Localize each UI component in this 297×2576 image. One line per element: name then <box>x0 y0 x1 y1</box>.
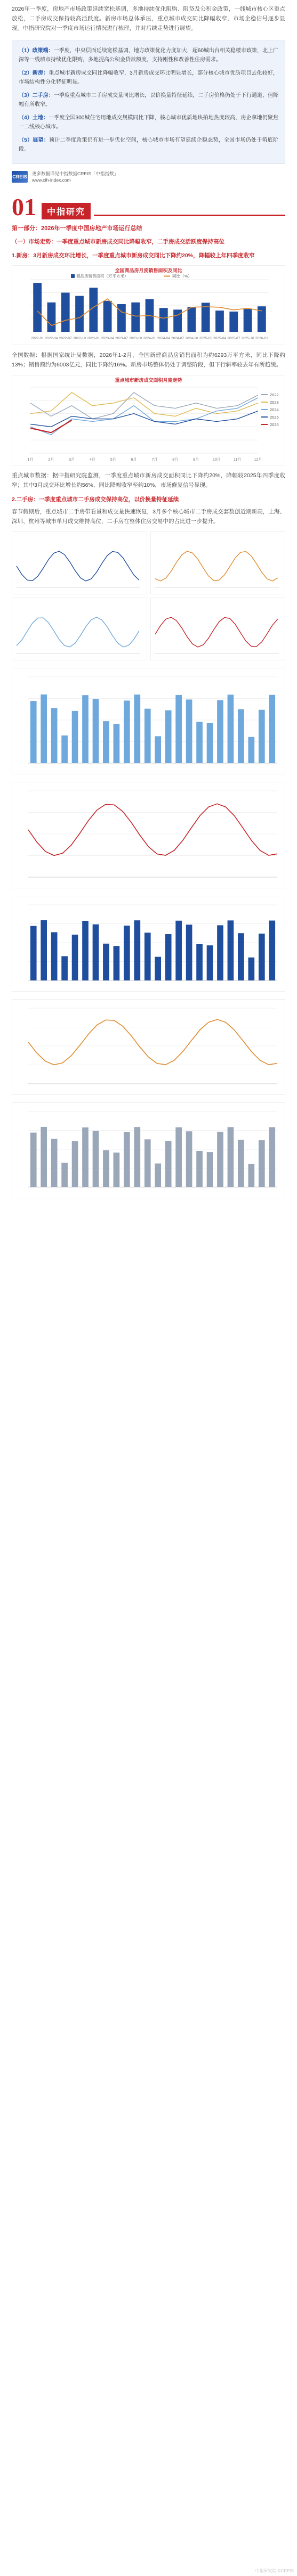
bar <box>47 302 56 332</box>
x-tick-label: 8月 <box>172 458 179 462</box>
bar <box>117 304 126 332</box>
decorative-chart-2 <box>12 782 285 888</box>
bar <box>131 302 140 332</box>
highlight-text: 一季度，中央层面延续宽松基调，地方政策优化力度加大，超60城出台相关稳楼市政策，北上广深等一线城市持续优化限购，多地提高公积金贷款额度，支持刚性和改善性住房需求。 <box>19 48 278 63</box>
bar <box>207 723 213 763</box>
decorative-chart-4 <box>12 999 285 1095</box>
legend-label: 2022 <box>270 392 279 397</box>
x-tick-label: 2023-01 <box>87 337 100 340</box>
bar <box>30 701 37 763</box>
bar <box>228 694 234 763</box>
bar <box>72 1141 78 1187</box>
bar <box>82 695 89 763</box>
bar <box>186 699 192 763</box>
intro-paragraph: 2026年一季度，房地产市场政策延续宽松基调，多地持续优化限购、限贷及公积金政策，一线城市核心区重点放松，二手房成交保持较高活跃度。新房市场总体承压，重点城市成交同比降幅收窄，市场企稳信号逐步显现。中指研究院对一季度市场运行情况进行梳理，并对后续走势进行展望。 <box>12 6 285 31</box>
bar <box>155 1164 161 1187</box>
bar <box>186 925 192 980</box>
bar <box>124 1132 130 1187</box>
x-tick-label: 9月 <box>193 458 199 462</box>
signature-line: 更多数据详见中指数据CREIS「中指指数」 <box>32 171 118 176</box>
x-tick-label: 2022-04 <box>45 337 58 340</box>
bar <box>114 1152 120 1187</box>
highlight-title: （1）政策端： <box>19 48 54 54</box>
highlight-text: 一季度重点城市二手房成交量同比增长，以价换量特征延续，二手房价格仍处于下行通道，但降幅有所收窄。 <box>19 93 279 108</box>
x-tick-label: 2022-07 <box>59 337 72 340</box>
section-header <box>12 195 285 219</box>
bar <box>165 934 172 980</box>
legend-label: 商品房销售面积（万平方米） <box>76 274 129 279</box>
legend-label: 2024 <box>270 407 279 412</box>
section-number: 01 <box>12 193 36 220</box>
bar <box>269 921 275 980</box>
bar <box>82 921 89 980</box>
x-tick-label: 5月 <box>110 458 116 462</box>
highlight-title: （5）展望： <box>19 137 50 143</box>
bar <box>175 695 182 763</box>
highlight-item <box>19 91 278 109</box>
highlight-item <box>19 69 278 87</box>
x-tick-label: 2022-01 <box>31 337 44 340</box>
signature <box>12 170 285 183</box>
bar <box>217 1132 223 1187</box>
bar <box>145 933 151 980</box>
x-tick-label: 3月 <box>69 458 75 462</box>
x-tick-label: 2024-04 <box>157 337 170 340</box>
bar <box>72 711 78 763</box>
city-mini-chart <box>150 598 286 660</box>
bar <box>228 1127 234 1187</box>
highlight-item <box>19 136 278 154</box>
x-tick-label: 2023-04 <box>101 337 114 340</box>
bar <box>159 308 168 332</box>
bar <box>215 310 224 332</box>
bar <box>173 309 182 332</box>
highlight-item <box>19 113 278 132</box>
bar <box>155 736 161 763</box>
series-line <box>30 398 258 435</box>
bar <box>72 935 78 980</box>
x-tick-label: 2025-01 <box>199 337 212 340</box>
highlight-title: （3）二手房： <box>19 93 54 99</box>
bar <box>103 944 109 980</box>
bar <box>196 1151 203 1187</box>
series-line <box>28 804 277 855</box>
highlight-text: 重点城市新房成交同比降幅收窄，3月新房成交环比明显增长，部分核心城市优质项目去化较好，市场结构性分化特征明显。 <box>19 70 278 85</box>
watermark: 中指研究院 ©CREIS <box>255 2569 294 2573</box>
bar <box>238 933 244 980</box>
bar <box>82 1127 89 1187</box>
bar <box>165 710 172 763</box>
x-tick-label: 2025-07 <box>227 337 240 340</box>
bar <box>93 699 99 763</box>
part-title: 第一部分：2026年一季度中国房地产市场运行总结 <box>12 225 142 232</box>
bar <box>187 307 196 332</box>
x-tick-label: 2022-10 <box>73 337 86 340</box>
bar <box>134 694 140 763</box>
x-tick-label: 1月 <box>27 458 34 462</box>
decorative-chart-3 <box>12 896 285 992</box>
x-tick-label: 2023-07 <box>115 337 128 340</box>
bar <box>41 1127 47 1187</box>
bar <box>61 735 68 763</box>
bar <box>103 1150 109 1187</box>
legend-label: 2023 <box>270 400 279 405</box>
bar <box>134 1127 140 1187</box>
x-tick-label: 11月 <box>234 458 242 462</box>
series-line <box>17 551 139 581</box>
bar <box>207 1152 213 1187</box>
bar <box>124 701 130 763</box>
bar <box>33 283 42 332</box>
bar <box>145 1139 151 1187</box>
highlight-title: （4）土地： <box>19 115 49 121</box>
national-data-paragraph: 全国数据：根据国家统计局数据，2026年1-2月，全国新建商品房销售面积为约6293万平方米，同比下降约13%；销售额约为6003亿元，同比下降约16%。新房市场整体仍处于调整阶段，但下行斜率较去年有所趋缓。 <box>12 352 285 368</box>
bar <box>41 694 47 763</box>
bar <box>196 722 203 763</box>
bar <box>259 1140 265 1187</box>
x-tick-label: 6月 <box>131 458 137 462</box>
bar <box>229 312 238 332</box>
bar <box>217 700 223 763</box>
bar <box>244 309 252 332</box>
bar <box>259 710 265 763</box>
bar <box>217 925 223 980</box>
signature-text <box>32 170 118 183</box>
bar <box>114 946 120 980</box>
bar <box>124 926 130 980</box>
key-city-chart <box>12 375 285 465</box>
bar <box>248 737 255 763</box>
x-tick-label: 2024-07 <box>171 337 184 340</box>
bar <box>175 921 182 980</box>
bar <box>103 301 112 332</box>
decorative-chart-5 <box>12 1102 285 1198</box>
item-title: 2.二手房：一季度重点城市二手房成交保持高位，以价换量特征延续 <box>12 496 179 503</box>
x-tick-label: 2月 <box>48 458 54 462</box>
x-tick-label: 7月 <box>151 458 158 462</box>
series-line <box>30 392 258 416</box>
bar <box>269 1127 275 1187</box>
x-tick-label: 4月 <box>90 458 95 462</box>
bar <box>93 1131 99 1187</box>
item-title: 1.新房：3月新房成交环比增长，一季度重点城市新房成交同比下降约20%，降幅较上年四季度收窄 <box>12 252 255 259</box>
x-tick-label: 2023-10 <box>129 337 142 340</box>
second-hand-paragraph: 春节假期后，重点城市二手房带看量和成交量快速恢复，3月多个核心城市二手房成交套数创近期新高，上海、深圳、杭州等城市单月成交维持高位，二手房在整体住房交易中的占比进一步提升。 <box>12 509 285 525</box>
bar <box>134 920 140 980</box>
brand-badge: 中指研究 <box>42 203 91 219</box>
x-tick-label: 2025-10 <box>241 337 254 340</box>
bar <box>30 1133 37 1187</box>
bar <box>248 1164 255 1187</box>
bar <box>228 920 234 980</box>
legend-label: 同比（%） <box>172 274 192 279</box>
x-tick-label: 2024-10 <box>185 337 198 340</box>
bar <box>196 944 203 980</box>
bar <box>145 709 151 763</box>
bar <box>175 1127 182 1187</box>
bar <box>269 695 275 763</box>
subsection-title: （一）市场走势：一季度重点城市新房成交同比降幅收窄，二手房成交活跃度保持高位 <box>12 239 224 245</box>
bar <box>61 956 68 980</box>
highlight-item <box>19 46 278 64</box>
national-sales-chart <box>12 265 285 345</box>
highlight-text: 预计二季度政策仍有进一步优化空间，核心城市市场有望延续企稳态势，全国市场仍处于筑底阶段。 <box>19 137 279 152</box>
bar <box>165 1141 172 1187</box>
city-chart-grid <box>12 531 285 660</box>
key-city-paragraph: 重点城市数据：据中指研究院监测，一季度重点城市新房成交面积同比下降约20%，降幅较2025年四季度收窄；其中3月成交环比增长约56%，同比降幅收窄至约10%，市场修复信号显现。 <box>12 472 285 488</box>
bar <box>51 932 58 980</box>
creis-logo: CREIS <box>12 171 28 183</box>
legend-swatch <box>71 274 75 278</box>
bar <box>238 1140 244 1187</box>
chart-title: 全国商品房月度销售面积及同比 <box>115 268 182 273</box>
bar <box>51 708 58 763</box>
bar <box>51 1139 58 1187</box>
x-tick-label: 2025-04 <box>213 337 226 340</box>
bar <box>259 934 265 980</box>
x-tick-label: 2024-01 <box>143 337 156 340</box>
bar <box>61 1163 68 1187</box>
series-line <box>28 1019 277 1065</box>
city-mini-chart <box>12 531 147 594</box>
city-mini-chart <box>12 598 147 660</box>
bar <box>61 293 70 332</box>
highlight-box <box>12 40 285 164</box>
bar <box>41 920 47 980</box>
legend-label: 2026 <box>270 422 279 427</box>
x-tick-label: 10月 <box>212 458 221 462</box>
bar <box>114 724 120 763</box>
legend-label: 2025 <box>270 415 279 420</box>
bar <box>186 1131 192 1187</box>
signature-link[interactable]: www.cih-index.com <box>32 177 71 183</box>
bar <box>93 925 99 980</box>
series-line <box>155 617 278 647</box>
series-line <box>155 551 278 581</box>
x-tick-label: 2026-01 <box>255 337 268 340</box>
highlight-text: 一季度全国300城住宅用地成交规模同比下降，核心城市优质地块拍地热度较高，房企拿地仍聚焦一二线核心城市。 <box>19 115 278 130</box>
city-mini-chart <box>150 531 286 594</box>
series-line <box>17 617 139 647</box>
decorative-chart-1 <box>12 668 285 774</box>
chart-title: 重点城市新房成交面积月度走势 <box>115 378 182 383</box>
bar <box>155 957 161 980</box>
bar <box>207 945 213 980</box>
highlight-title: （2）新房： <box>19 70 49 76</box>
x-tick-label: 12月 <box>254 458 262 462</box>
bar <box>75 296 84 332</box>
bar <box>30 926 37 980</box>
section-divider <box>94 215 285 216</box>
bar <box>248 958 255 980</box>
bar <box>238 709 244 763</box>
bar <box>103 721 109 763</box>
